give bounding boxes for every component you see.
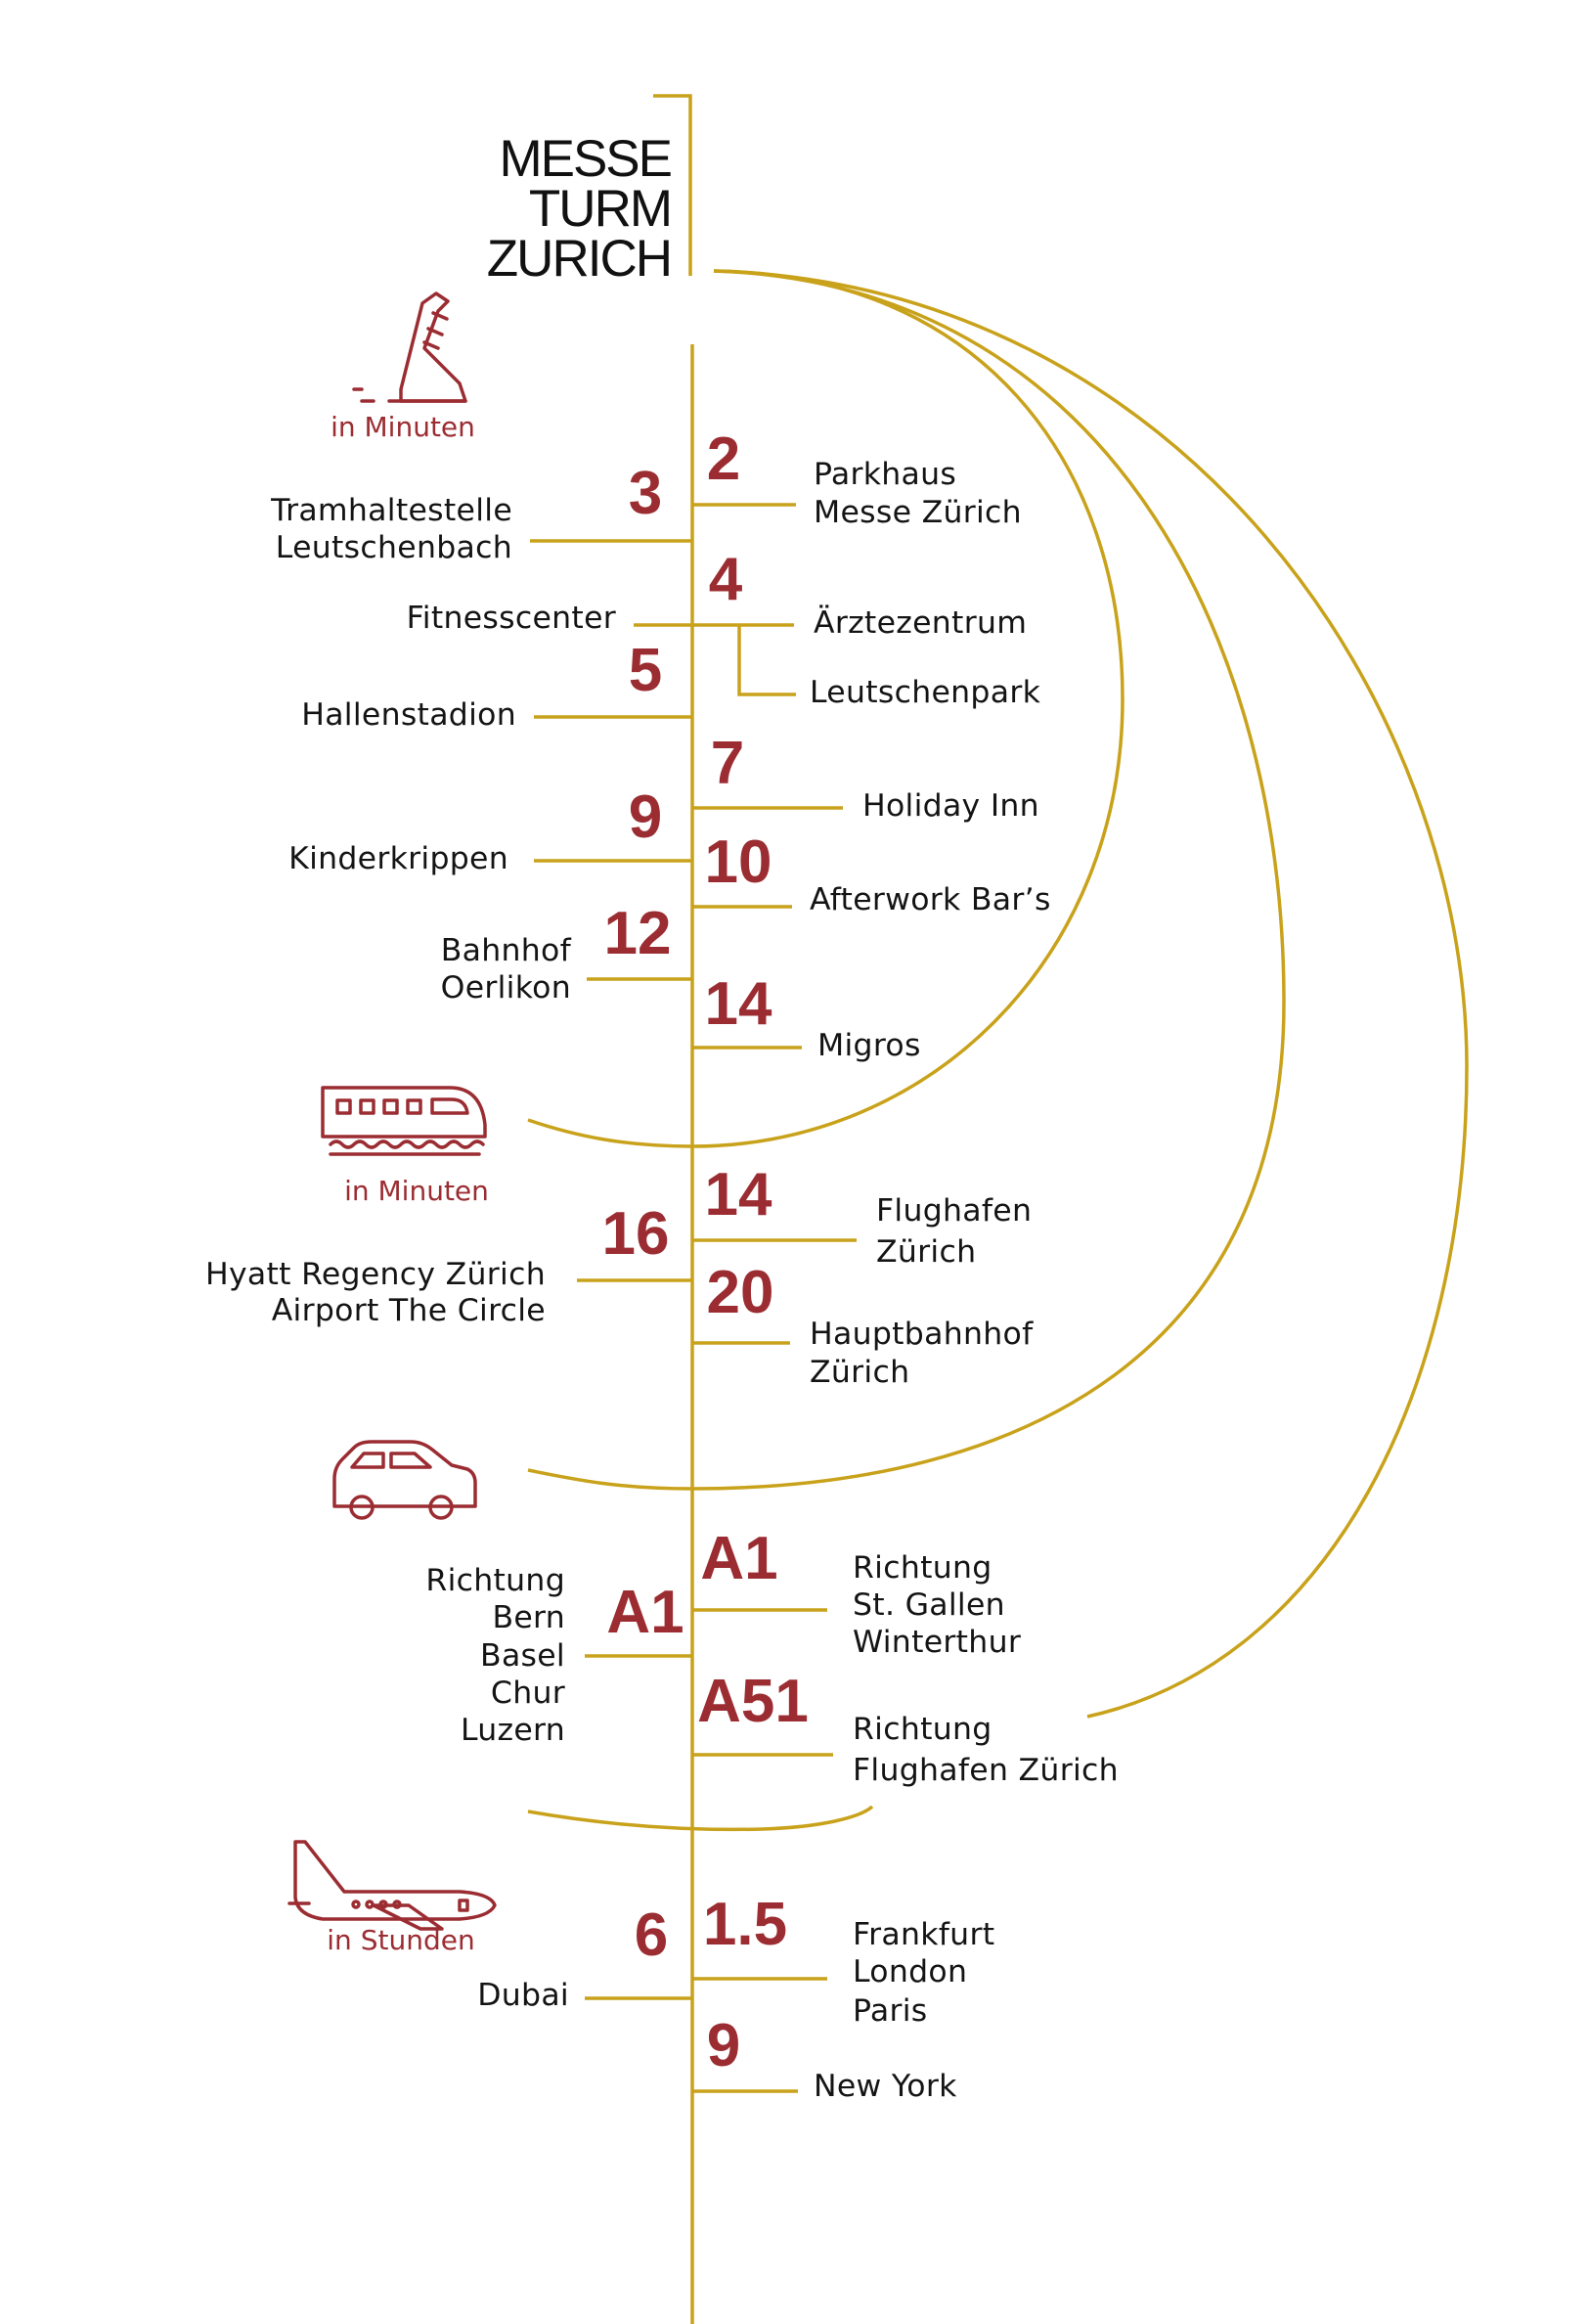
label-london: London (853, 1954, 968, 1989)
car-road-a1-right: A1 (700, 1525, 778, 1592)
label-flughafen-2: Zürich (876, 1234, 977, 1270)
walk-time-aerztezentrum: 4 (708, 546, 743, 613)
logo (487, 96, 690, 288)
plane-time-dubai: 6 (634, 1901, 669, 1969)
walk-time-holiday-inn: 7 (710, 730, 745, 797)
train-time-hauptbahnhof: 20 (706, 1259, 774, 1326)
car-road-a51: A51 (697, 1668, 809, 1735)
train-time-flughafen: 14 (704, 1161, 772, 1229)
label-flughafen-zuerich: Flughafen Zürich (853, 1753, 1119, 1788)
label-paris: Paris (853, 1993, 928, 2029)
train-section (205, 1088, 1034, 1390)
plane-caption: in Stunden (327, 1924, 475, 1956)
label-tramhaltestelle-1: Tramhaltestelle (271, 493, 512, 528)
label-richtung-right-2: Richtung (853, 1712, 992, 1747)
label-hauptbahnhof-1: Hauptbahnhof (810, 1317, 1034, 1352)
label-tramhaltestelle-2: Leutschenbach (275, 530, 512, 565)
car-road-a1-left: A1 (606, 1579, 684, 1646)
train-caption: in Minuten (344, 1175, 489, 1207)
label-migros: Migros (817, 1028, 921, 1063)
label-richtung-left: Richtung (425, 1563, 565, 1598)
label-hyatt-1: Hyatt Regency Zürich (204, 1257, 546, 1292)
walk-time-migros: 14 (704, 970, 772, 1038)
logo-line-1: MESSE (499, 130, 671, 188)
plane-time-new-york: 9 (706, 2012, 741, 2079)
label-luzern: Luzern (460, 1713, 565, 1748)
label-hyatt-2: Airport The Circle (271, 1293, 546, 1328)
label-fitnesscenter: Fitnesscenter (406, 601, 616, 636)
boot-icon (354, 293, 465, 401)
label-richtung-right-1: Richtung (853, 1550, 992, 1586)
plane-range-arc (528, 1807, 872, 1829)
walk-time-kinderkrippen: 9 (628, 783, 663, 851)
walk-connector-branch (739, 625, 796, 694)
walk-time-bahnhof-oerlikon: 12 (603, 900, 672, 967)
car-section (334, 1442, 1119, 1788)
plane-section (289, 1842, 994, 2104)
walk-time-tramhaltestelle: 3 (628, 460, 663, 527)
label-bahnhof-oerlikon-1: Bahnhof (440, 933, 571, 968)
train-range-arc (528, 271, 1284, 1489)
label-hallenstadion: Hallenstadion (301, 697, 516, 733)
label-kinderkrippen: Kinderkrippen (288, 841, 508, 876)
label-hauptbahnhof-2: Zürich (810, 1355, 910, 1390)
train-time-hyatt: 16 (601, 1200, 670, 1268)
label-parkhaus-1: Parkhaus (814, 457, 957, 492)
label-leutschenpark: Leutschenpark (810, 675, 1041, 710)
car-icon (334, 1442, 475, 1518)
label-holiday-inn: Holiday Inn (862, 788, 1039, 824)
airplane-icon (289, 1842, 495, 1929)
walk-time-parkhaus: 2 (706, 425, 741, 493)
walk-time-hallenstadion: 5 (628, 637, 663, 704)
walk-section (270, 293, 1051, 1063)
label-chur: Chur (490, 1676, 565, 1711)
logo-line-3: ZURICH (486, 230, 671, 288)
plane-time-europe: 1.5 (702, 1891, 788, 1958)
label-basel: Basel (480, 1638, 565, 1674)
label-aerztezentrum: Ärztezentrum (814, 605, 1028, 641)
label-new-york: New York (814, 2069, 957, 2104)
label-afterwork: Afterwork Bar’s (810, 882, 1051, 917)
label-bern: Bern (492, 1600, 565, 1635)
label-flughafen-1: Flughafen (876, 1193, 1033, 1229)
label-bahnhof-oerlikon-2: Oerlikon (440, 970, 571, 1006)
walk-caption: in Minuten (331, 411, 475, 443)
train-icon (323, 1088, 485, 1154)
label-winterthur: Winterthur (853, 1625, 1022, 1660)
label-st-gallen: St. Gallen (853, 1587, 1005, 1623)
logo-line-2: TURM (528, 180, 671, 238)
walk-time-afterwork: 10 (704, 828, 772, 896)
label-dubai: Dubai (477, 1978, 569, 2013)
label-frankfurt: Frankfurt (853, 1917, 995, 1952)
label-parkhaus-2: Messe Zürich (814, 495, 1022, 530)
